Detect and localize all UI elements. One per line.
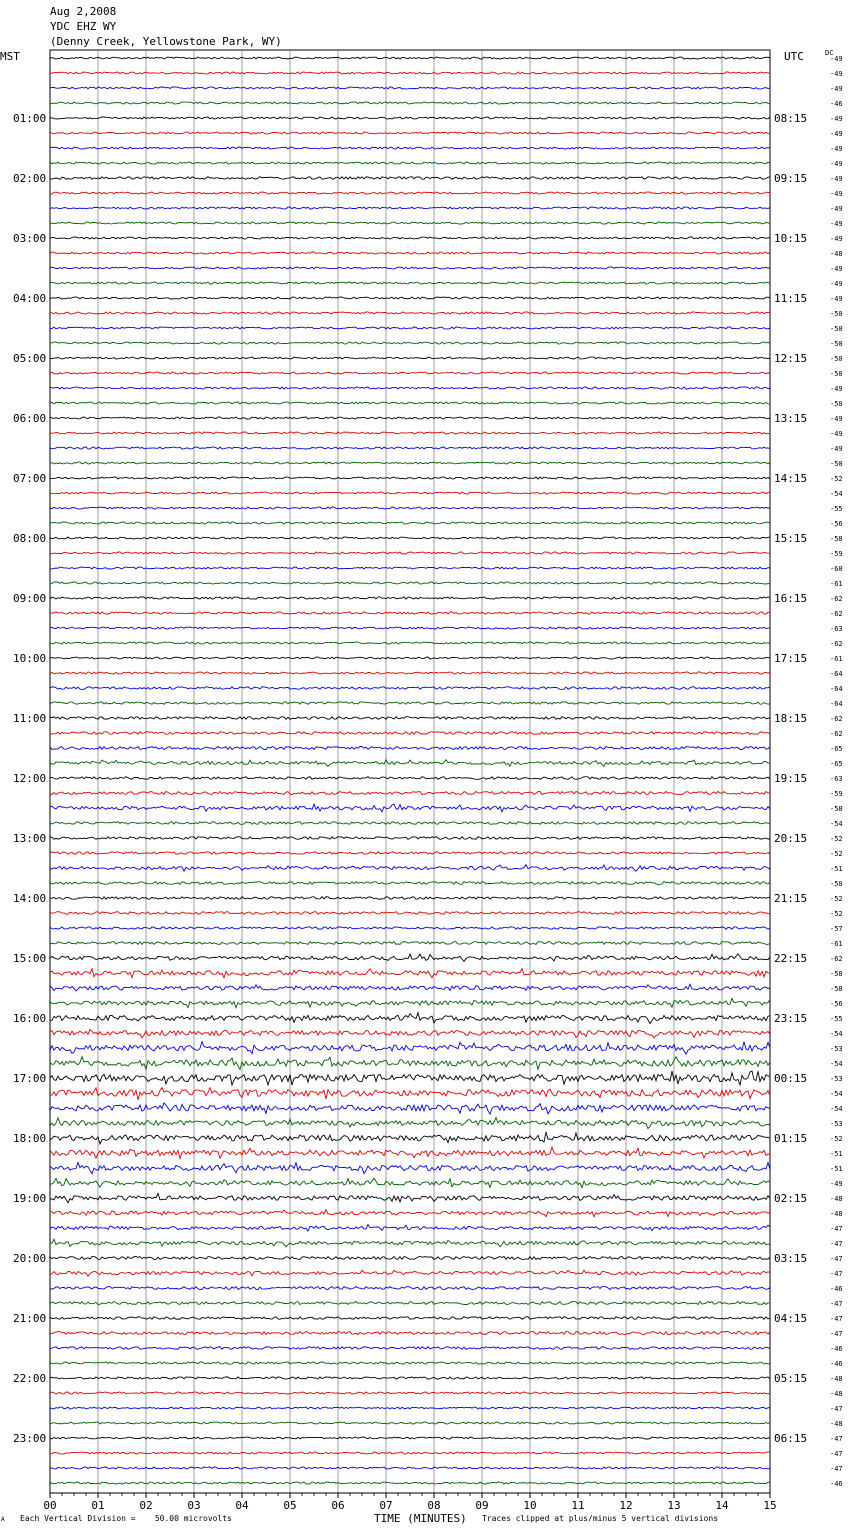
x-axis-title: TIME (MINUTES) (374, 1512, 467, 1525)
utc-hour-label: 18:15 (774, 712, 808, 725)
utc-hour-label: 17:15 (774, 652, 808, 665)
mst-hour-label: 02:00 (13, 172, 47, 185)
dc-offset-label: -48 (830, 1375, 843, 1383)
trace-21 (50, 372, 770, 374)
dc-offset-label: -64 (830, 685, 843, 693)
plot-frame (50, 50, 770, 1493)
trace-17 (50, 312, 770, 314)
dc-offset-label: -52 (830, 895, 843, 903)
trace-5 (50, 132, 770, 134)
dc-offset-label: -49 (830, 205, 843, 213)
utc-hour-label: 04:15 (774, 1312, 808, 1325)
utc-hour-label: 14:15 (774, 472, 808, 485)
mst-hour-label: 20:00 (13, 1252, 47, 1265)
trace-82 (50, 1287, 770, 1290)
trace-52 (50, 837, 770, 840)
trace-94 (50, 1467, 770, 1469)
x-tick-label: 13 (667, 1499, 681, 1512)
trace-68 (50, 1071, 770, 1085)
dc-offset-label: -65 (830, 745, 843, 753)
scale-note: Each Vertical Division = 50.00 microvolts (20, 1514, 232, 1523)
mst-hour-label: 19:00 (13, 1192, 47, 1205)
trace-group (50, 57, 770, 1484)
dc-offset-label: -55 (830, 505, 843, 513)
dc-offset-label: -47 (830, 1225, 843, 1233)
trace-27 (50, 462, 770, 464)
trace-93 (50, 1452, 770, 1454)
trace-38 (50, 627, 770, 629)
dc-offset-label: -49 (830, 280, 843, 288)
dc-offset-label: -47 (830, 1435, 843, 1443)
dc-offset-label: -52 (830, 835, 843, 843)
mst-hour-label: 16:00 (13, 1012, 47, 1025)
dc-offset-label: -49 (830, 235, 843, 243)
dc-offset-label: -64 (830, 670, 843, 678)
trace-79 (50, 1239, 770, 1247)
trace-54 (50, 865, 770, 872)
x-tick-label: 14 (715, 1499, 729, 1512)
trace-4 (50, 117, 770, 119)
utc-hour-label: 03:15 (774, 1252, 808, 1265)
mst-hour-label: 09:00 (13, 592, 47, 605)
dc-offset-label: -54 (830, 1105, 843, 1113)
x-tick-label: 06 (331, 1499, 345, 1512)
trace-89 (50, 1392, 770, 1394)
mst-hour-label: 06:00 (13, 412, 47, 425)
trace-25 (50, 432, 770, 434)
mst-hour-label: 12:00 (13, 772, 47, 785)
dc-offset-label: -51 (830, 1150, 843, 1158)
mst-hour-label: 14:00 (13, 892, 47, 905)
utc-hour-labels (774, 112, 807, 1445)
dc-offset-label: -48 (830, 250, 843, 258)
trace-29 (50, 492, 770, 494)
trace-51 (50, 822, 770, 825)
trace-40 (50, 657, 770, 659)
trace-85 (50, 1332, 770, 1335)
utc-label: UTC (784, 50, 804, 63)
mst-hour-label: 22:00 (13, 1372, 47, 1385)
trace-42 (50, 687, 770, 690)
dc-offset-label: -49 (830, 220, 843, 228)
mst-hour-label: 11:00 (13, 712, 47, 725)
trace-60 (50, 954, 770, 961)
dc-offset-label: -46 (830, 1345, 843, 1353)
dc-offset-label: -58 (830, 985, 843, 993)
trace-81 (50, 1270, 770, 1276)
trace-31 (50, 522, 770, 524)
dc-offset-label: -49 (830, 70, 843, 78)
dc-offset-labels (830, 55, 843, 1488)
utc-hour-label: 19:15 (774, 772, 808, 785)
trace-2 (50, 87, 770, 89)
dc-offset-label: -62 (830, 955, 843, 963)
trace-10 (50, 207, 770, 209)
trace-47 (50, 760, 770, 767)
trace-76 (50, 1194, 770, 1203)
trace-20 (50, 357, 770, 359)
dc-offset-label: -47 (830, 1255, 843, 1263)
utc-hour-label: 05:15 (774, 1372, 808, 1385)
trace-22 (50, 387, 770, 389)
utc-hour-label: 11:15 (774, 292, 808, 305)
dc-offset-label: -58 (830, 535, 843, 543)
dc-offset-label: -49 (830, 145, 843, 153)
trace-55 (50, 882, 770, 885)
mst-hour-label: 21:00 (13, 1312, 47, 1325)
trace-13 (50, 252, 770, 254)
trace-35 (50, 582, 770, 584)
trace-45 (50, 732, 770, 735)
trace-75 (50, 1178, 770, 1188)
dc-offset-label: -49 (830, 415, 843, 423)
dc-offset-label: -49 (830, 55, 843, 63)
header-station: YDC EHZ WY (50, 20, 117, 33)
x-tick-label: 09 (475, 1499, 489, 1512)
utc-hour-label: 02:15 (774, 1192, 808, 1205)
dc-offset-label: -54 (830, 1030, 843, 1038)
x-tick-label: 10 (523, 1499, 537, 1512)
trace-7 (50, 162, 770, 164)
dc-offset-label: -62 (830, 715, 843, 723)
clip-note: Traces clipped at plus/minus 5 vertical divisions (482, 1514, 719, 1523)
trace-3 (50, 102, 770, 104)
dc-offset-label: -53 (830, 1075, 843, 1083)
trace-11 (50, 222, 770, 224)
trace-23 (50, 402, 770, 404)
dc-offset-label: -52 (830, 475, 843, 483)
trace-49 (50, 792, 770, 795)
trace-12 (50, 237, 770, 239)
trace-6 (50, 147, 770, 149)
trace-86 (50, 1347, 770, 1350)
dc-offset-label: -49 (830, 160, 843, 168)
dc-offset-label: -46 (830, 1480, 843, 1488)
trace-59 (50, 942, 770, 945)
mst-hour-labels (13, 112, 46, 1445)
dc-offset-label: -49 (830, 1180, 843, 1188)
trace-28 (50, 477, 770, 479)
dc-offset-label: -62 (830, 640, 843, 648)
mst-hour-label: 07:00 (13, 472, 47, 485)
mst-hour-label: 23:00 (13, 1432, 47, 1445)
trace-69 (50, 1088, 770, 1100)
utc-hour-label: 06:15 (774, 1432, 808, 1445)
mst-hour-label: 18:00 (13, 1132, 47, 1145)
trace-87 (50, 1362, 770, 1364)
trace-33 (50, 552, 770, 554)
trace-61 (50, 969, 770, 978)
dc-offset-label: -48 (830, 1420, 843, 1428)
trace-39 (50, 642, 770, 644)
trace-32 (50, 537, 770, 539)
dc-offset-label: -50 (830, 880, 843, 888)
trace-90 (50, 1407, 770, 1409)
dc-offset-label: -47 (830, 1330, 843, 1338)
time-grid (50, 50, 770, 1493)
x-tick-label: 08 (427, 1499, 441, 1512)
trace-70 (50, 1103, 770, 1114)
trace-62 (50, 984, 770, 991)
dc-offset-label: -47 (830, 1315, 843, 1323)
dc-offset-label: -62 (830, 610, 843, 618)
dc-offset-label: -58 (830, 805, 843, 813)
x-tick-label: 03 (187, 1499, 201, 1512)
trace-78 (50, 1225, 770, 1232)
dc-offset-label: -59 (830, 550, 843, 558)
mst-hour-label: 04:00 (13, 292, 47, 305)
trace-43 (50, 702, 770, 704)
dc-offset-label: -49 (830, 445, 843, 453)
trace-50 (50, 804, 770, 812)
utc-hour-label: 10:15 (774, 232, 808, 245)
dc-offset-label: -47 (830, 1300, 843, 1308)
mst-hour-label: 03:00 (13, 232, 47, 245)
dc-offset-label: -50 (830, 310, 843, 318)
trace-8 (50, 177, 770, 180)
dc-offset-label: -51 (830, 1165, 843, 1173)
trace-65 (50, 1029, 770, 1038)
mst-hour-label: 17:00 (13, 1072, 47, 1085)
trace-36 (50, 597, 770, 599)
dc-offset-label: -50 (830, 355, 843, 363)
trace-44 (50, 717, 770, 720)
dc-offset-label: -54 (830, 1060, 843, 1068)
dc-offset-label: -63 (830, 775, 843, 783)
dc-offset-label: -63 (830, 625, 843, 633)
trace-80 (50, 1257, 770, 1260)
mst-hour-label: 13:00 (13, 832, 47, 845)
dc-offset-label: -49 (830, 430, 843, 438)
dc-offset-label: -54 (830, 1090, 843, 1098)
dc-offset-label: -50 (830, 400, 843, 408)
dc-offset-label: -47 (830, 1270, 843, 1278)
dc-offset-label: -52 (830, 850, 843, 858)
x-tick-label: 15 (763, 1499, 777, 1512)
dc-offset-label: -65 (830, 760, 843, 768)
utc-hour-label: 12:15 (774, 352, 808, 365)
dc-offset-label: -49 (830, 85, 843, 93)
trace-83 (50, 1302, 770, 1305)
trace-37 (50, 612, 770, 614)
trace-58 (50, 927, 770, 929)
trace-9 (50, 192, 770, 194)
trace-34 (50, 567, 770, 569)
x-tick-label: 12 (619, 1499, 633, 1512)
trace-46 (50, 747, 770, 750)
trace-53 (50, 852, 770, 854)
header-location: (Denny Creek, Yellowstone Park, WY) (50, 35, 282, 48)
x-tick-label: 07 (379, 1499, 393, 1512)
utc-hour-label: 15:15 (774, 532, 808, 545)
trace-19 (50, 342, 770, 344)
dc-offset-label: -54 (830, 490, 843, 498)
dc-offset-label: -53 (830, 1045, 843, 1053)
dc-offset-label: -62 (830, 730, 843, 738)
trace-66 (50, 1042, 770, 1055)
dc-offset-label: -54 (830, 820, 843, 828)
dc-offset-label: -48 (830, 1195, 843, 1203)
dc-offset-label: -46 (830, 1360, 843, 1368)
trace-14 (50, 267, 770, 269)
trace-15 (50, 282, 770, 284)
dc-offset-label: -60 (830, 565, 843, 573)
corner-mark: A (1, 1516, 5, 1523)
utc-hour-label: 13:15 (774, 412, 808, 425)
mst-hour-label: 08:00 (13, 532, 47, 545)
dc-offset-label: -48 (830, 1210, 843, 1218)
trace-64 (50, 1013, 770, 1024)
trace-0 (50, 57, 770, 59)
dc-offset-label: -49 (830, 115, 843, 123)
dc-offset-label: -47 (830, 1450, 843, 1458)
dc-offset-label: -59 (830, 790, 843, 798)
dc-offset-label: -61 (830, 655, 843, 663)
dc-offset-label: -49 (830, 385, 843, 393)
mst-hour-label: 05:00 (13, 352, 47, 365)
dc-offset-label: -49 (830, 130, 843, 138)
utc-hour-label: 21:15 (774, 892, 808, 905)
dc-offset-label: -61 (830, 940, 843, 948)
utc-hour-label: 09:15 (774, 172, 808, 185)
x-tick-label: 05 (283, 1499, 297, 1512)
x-tick-label: 11 (571, 1499, 585, 1512)
x-axis (43, 1493, 776, 1512)
dc-offset-label: -50 (830, 370, 843, 378)
mst-hour-label: 15:00 (13, 952, 47, 965)
dc-offset-label: -50 (830, 460, 843, 468)
trace-1 (50, 72, 770, 74)
trace-67 (50, 1057, 770, 1070)
trace-30 (50, 507, 770, 509)
dc-offset-label: -49 (830, 190, 843, 198)
dc-offset-label: -46 (830, 100, 843, 108)
x-tick-label: 01 (91, 1499, 105, 1512)
mst-hour-label: 10:00 (13, 652, 47, 665)
trace-72 (50, 1132, 770, 1144)
header-date: Aug 2,2008 (50, 5, 117, 18)
utc-hour-label: 01:15 (774, 1132, 808, 1145)
utc-hour-label: 22:15 (774, 952, 808, 965)
utc-hour-label: 00:15 (774, 1072, 808, 1085)
dc-offset-label: -56 (830, 520, 843, 528)
dc-offset-label: -53 (830, 1120, 843, 1128)
trace-92 (50, 1437, 770, 1439)
dc-offset-label: -52 (830, 1135, 843, 1143)
trace-18 (50, 327, 770, 329)
trace-74 (50, 1163, 770, 1174)
trace-41 (50, 672, 770, 674)
trace-77 (50, 1210, 770, 1217)
dc-offset-label: -56 (830, 1000, 843, 1008)
trace-95 (50, 1482, 770, 1484)
dc-offset-label: -49 (830, 295, 843, 303)
utc-hour-label: 23:15 (774, 1012, 808, 1025)
mst-hour-label: 01:00 (13, 112, 47, 125)
trace-48 (50, 777, 770, 780)
trace-56 (50, 897, 770, 900)
trace-16 (50, 297, 770, 299)
dc-offset-label: -48 (830, 1390, 843, 1398)
x-tick-label: 00 (43, 1499, 57, 1512)
dc-offset-label: -61 (830, 580, 843, 588)
dc-offset-label: -55 (830, 1015, 843, 1023)
dc-offset-label: -47 (830, 1465, 843, 1473)
trace-63 (50, 998, 770, 1007)
dc-offset-label: -49 (830, 175, 843, 183)
utc-hour-label: 20:15 (774, 832, 808, 845)
dc-offset-label: -51 (830, 865, 843, 873)
trace-26 (50, 447, 770, 449)
trace-24 (50, 417, 770, 419)
trace-88 (50, 1377, 770, 1379)
dc-offset-label: -57 (830, 925, 843, 933)
dc-offset-label: -64 (830, 700, 843, 708)
trace-73 (50, 1147, 770, 1158)
dc-offset-label: -62 (830, 595, 843, 603)
dc-offset-label: -52 (830, 910, 843, 918)
dc-offset-label: -58 (830, 970, 843, 978)
x-tick-label: 02 (139, 1499, 153, 1512)
utc-hour-label: 08:15 (774, 112, 808, 125)
dc-offset-label: -47 (830, 1405, 843, 1413)
x-tick-label: 04 (235, 1499, 249, 1512)
dc-label: DC (825, 49, 834, 57)
dc-offset-label: -49 (830, 265, 843, 273)
trace-57 (50, 912, 770, 915)
trace-84 (50, 1317, 770, 1320)
dc-offset-label: -46 (830, 1285, 843, 1293)
dc-offset-label: -50 (830, 340, 843, 348)
utc-hour-label: 16:15 (774, 592, 808, 605)
mst-label: MST (0, 50, 20, 63)
dc-offset-label: -47 (830, 1240, 843, 1248)
trace-71 (50, 1118, 770, 1129)
trace-91 (50, 1422, 770, 1424)
dc-offset-label: -50 (830, 325, 843, 333)
